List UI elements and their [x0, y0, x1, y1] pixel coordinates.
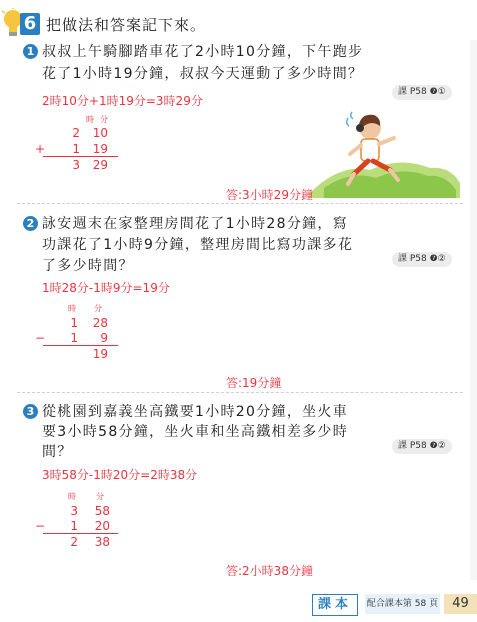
vertical-operator: −: [34, 519, 45, 533]
divider: [17, 392, 463, 393]
question-line: 功課花了1小時9分鐘，整理房間比寫功課多花: [42, 237, 354, 253]
column-header-minute: 分: [94, 304, 102, 313]
column-header-hour: 時: [68, 492, 76, 501]
vertical-result-hour: 2: [70, 535, 78, 549]
vertical-sum-line: [43, 345, 118, 346]
question-line: 要3小時58分鐘，坐火車和坐高鐵相差多少時: [42, 424, 349, 440]
vertical-operator: +: [34, 142, 45, 156]
vertical-hour: 2: [72, 126, 80, 140]
vertical-hour: 1: [72, 142, 80, 156]
textbook-reference: 課 P58 ❼②: [392, 252, 452, 267]
textbook-page-note: 配合課本第 58 頁: [365, 594, 440, 614]
vertical-hour: 1: [70, 316, 78, 330]
column-header-minute: 分: [100, 115, 108, 124]
question-number: 3: [23, 404, 38, 419]
divider: [17, 203, 463, 204]
vertical-hour: 1: [70, 519, 78, 533]
vertical-hour: 3: [70, 504, 78, 518]
section-number: 6: [20, 13, 40, 35]
work-equation: 2時10分+1時19分=3時29分: [42, 94, 203, 108]
vertical-minute: 10: [92, 126, 108, 140]
question-line: 間？: [42, 444, 73, 460]
textbook-tab: 課本: [312, 594, 358, 616]
column-header-hour: 時: [86, 115, 94, 124]
vertical-minute: 20: [94, 519, 110, 533]
work-equation: 1時28分-1時9分=19分: [42, 281, 170, 295]
question-line: 詠安週末在家整理房間花了1小時28分鐘，寫: [42, 216, 349, 232]
page-number: 49: [444, 594, 477, 614]
vertical-minute: 28: [92, 316, 108, 330]
vertical-minute: 58: [94, 504, 110, 518]
vertical-minute: 9: [100, 331, 108, 345]
vertical-result-hour: 3: [72, 158, 80, 172]
page-edge-bar: [470, 40, 477, 580]
question-line: 花了1小時19分鐘，叔叔今天運動了多少時間？: [42, 66, 364, 82]
question-line: 了多少時間？: [42, 258, 134, 274]
question-number: 2: [23, 216, 38, 231]
work-equation: 3時58分-1時20分=2時38分: [42, 468, 198, 482]
vertical-operator: −: [34, 331, 45, 345]
vertical-result-minute: 38: [94, 535, 110, 549]
textbook-reference: 課 P58 ❼①: [392, 85, 452, 100]
vertical-sum-line: [43, 156, 118, 157]
textbook-reference: 課 P58 ❼②: [392, 439, 452, 454]
column-header-hour: 時: [68, 304, 76, 313]
vertical-sum-line: [43, 533, 118, 534]
vertical-result-minute: 19: [92, 347, 108, 361]
vertical-minute: 19: [92, 142, 108, 156]
vertical-hour: 1: [70, 331, 78, 345]
question-line: 從桃園到嘉義坐高鐵要1小時20分鐘，坐火車: [42, 404, 349, 420]
question-line: 叔叔上午騎腳踏車花了2小時10分鐘，下午跑步: [42, 44, 364, 60]
answer-text: 答:3小時29分鐘: [226, 188, 313, 202]
running-boy-illustration: [310, 108, 460, 198]
column-header-minute: 分: [96, 492, 104, 501]
answer-text: 答:2小時38分鐘: [226, 564, 313, 578]
question-number: 1: [23, 44, 38, 59]
section-title: 把做法和答案記下來。: [46, 16, 207, 34]
answer-text: 答:19分鐘: [226, 376, 282, 390]
vertical-result-minute: 29: [92, 158, 108, 172]
